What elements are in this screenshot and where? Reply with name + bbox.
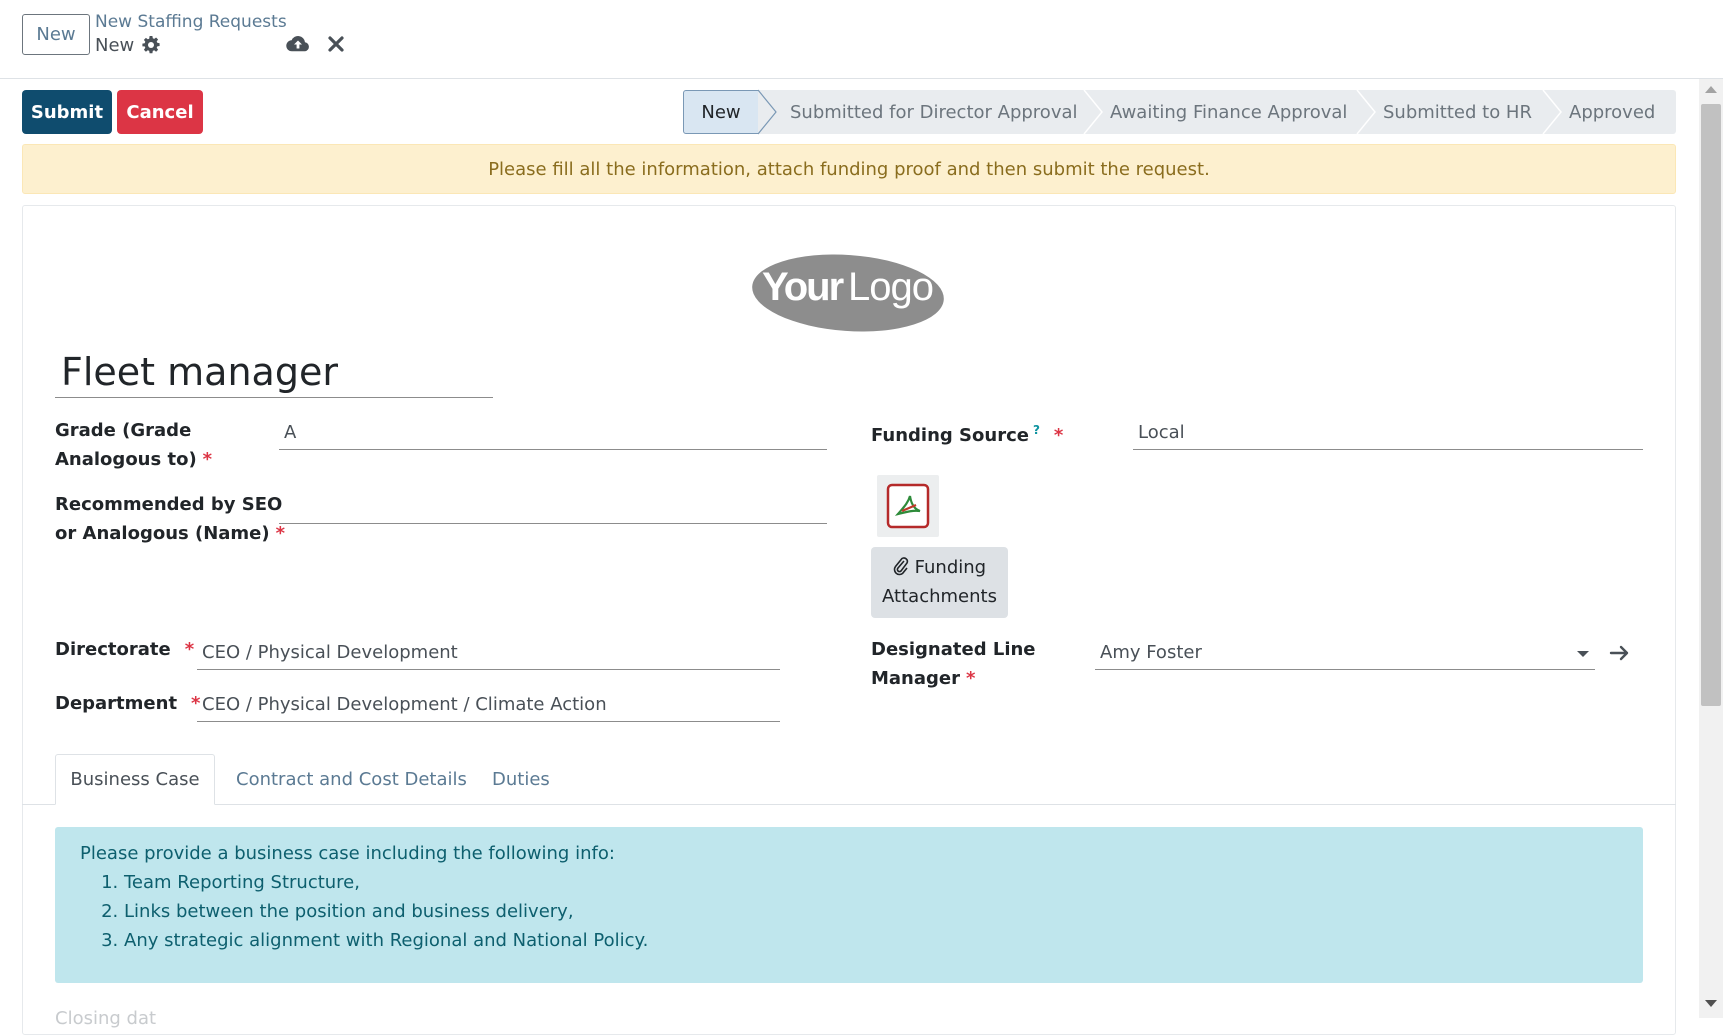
directorate-label: Directorate *	[55, 639, 195, 660]
svg-text:Logo: Logo	[848, 265, 933, 309]
stage-approved[interactable]: Approved	[1569, 101, 1656, 123]
line-manager-select[interactable]: Amy Foster	[1095, 636, 1595, 670]
stage-separator-arrow	[1357, 90, 1379, 134]
cancel-button[interactable]: Cancel	[117, 90, 203, 134]
job-title-input[interactable]: Fleet manager	[55, 348, 493, 398]
grade-field[interactable]: A	[279, 416, 827, 450]
gear-icon[interactable]	[141, 35, 161, 55]
paperclip-icon	[893, 557, 909, 575]
new-record-button[interactable]: New	[22, 14, 90, 55]
stage-new[interactable]: New	[683, 90, 759, 134]
required-asterisk: *	[275, 523, 286, 544]
stage-separator-arrow	[1084, 90, 1106, 134]
business-case-intro: Please provide a business case including the following info:	[80, 843, 615, 864]
stage-awaiting-finance[interactable]: Awaiting Finance Approval	[1110, 101, 1348, 123]
recommended-by-field[interactable]	[279, 490, 827, 524]
scrollbar-thumb[interactable]	[1701, 104, 1721, 706]
pdf-file-icon	[886, 483, 930, 529]
funding-source-field[interactable]: Local	[1133, 416, 1643, 450]
business-case-list	[80, 868, 1618, 955]
help-tooltip-icon[interactable]: ?	[1032, 423, 1040, 437]
svg-text:Your: Your	[762, 265, 843, 309]
funding-attachments-button[interactable]: Funding Attachments	[871, 547, 1008, 618]
required-asterisk: *	[184, 639, 195, 660]
business-case-info	[55, 827, 1643, 983]
discard-close-icon[interactable]	[327, 35, 345, 53]
department-label: Department *	[55, 693, 201, 714]
scroll-down-arrow-icon[interactable]	[1705, 1000, 1717, 1007]
grade-label: Grade (Grade Analogous to) *	[55, 420, 213, 470]
department-field[interactable]: CEO / Physical Development / Climate Action	[197, 688, 780, 722]
required-asterisk: *	[191, 693, 201, 714]
breadcrumb-current: New	[95, 35, 135, 56]
directorate-field[interactable]: CEO / Physical Development	[197, 636, 780, 670]
scroll-up-arrow-icon[interactable]	[1705, 86, 1717, 93]
save-cloud-upload-icon[interactable]	[286, 34, 310, 54]
funding-source-label: Funding Source ? *	[871, 423, 1064, 446]
required-asterisk: *	[202, 449, 213, 470]
list-item: 3. Any strategic alignment with Regional and National Policy.	[124, 926, 1618, 955]
stage-separator-arrow	[758, 90, 780, 134]
company-logo	[752, 250, 945, 334]
stage-submitted-hr[interactable]: Submitted to HR	[1383, 101, 1532, 123]
status-pipeline	[683, 90, 1676, 134]
top-bar	[0, 0, 1723, 79]
stage-separator-arrow	[1543, 90, 1565, 134]
tab-contract-cost-details[interactable]: Contract and Cost Details	[236, 769, 467, 790]
required-asterisk: *	[966, 668, 976, 689]
stage-submitted-director[interactable]: Submitted for Director Approval	[790, 101, 1078, 123]
line-manager-label: Designated Line Manager *	[871, 639, 1036, 689]
tab-duties[interactable]: Duties	[492, 769, 550, 790]
breadcrumb-parent-link[interactable]: New Staffing Requests	[95, 12, 287, 32]
recommended-by-label: Recommended by SEO or Analogous (Name) *	[55, 494, 286, 544]
required-asterisk: *	[1053, 425, 1064, 446]
list-item: 2. Links between the position and business delivery,	[124, 897, 1618, 926]
chevron-down-icon[interactable]	[1577, 651, 1589, 657]
tab-business-case[interactable]: Business Case	[55, 754, 215, 805]
arrow-right-icon[interactable]	[1609, 643, 1631, 663]
list-item: 1. Team Reporting Structure,	[124, 868, 1618, 897]
warning-alert: Please fill all the information, attach funding proof and then submit the request.	[22, 144, 1676, 194]
submit-button[interactable]: Submit	[22, 90, 112, 134]
below-fold-label: Closing dat	[55, 1008, 157, 1029]
pdf-attachment-thumbnail[interactable]	[877, 475, 939, 537]
